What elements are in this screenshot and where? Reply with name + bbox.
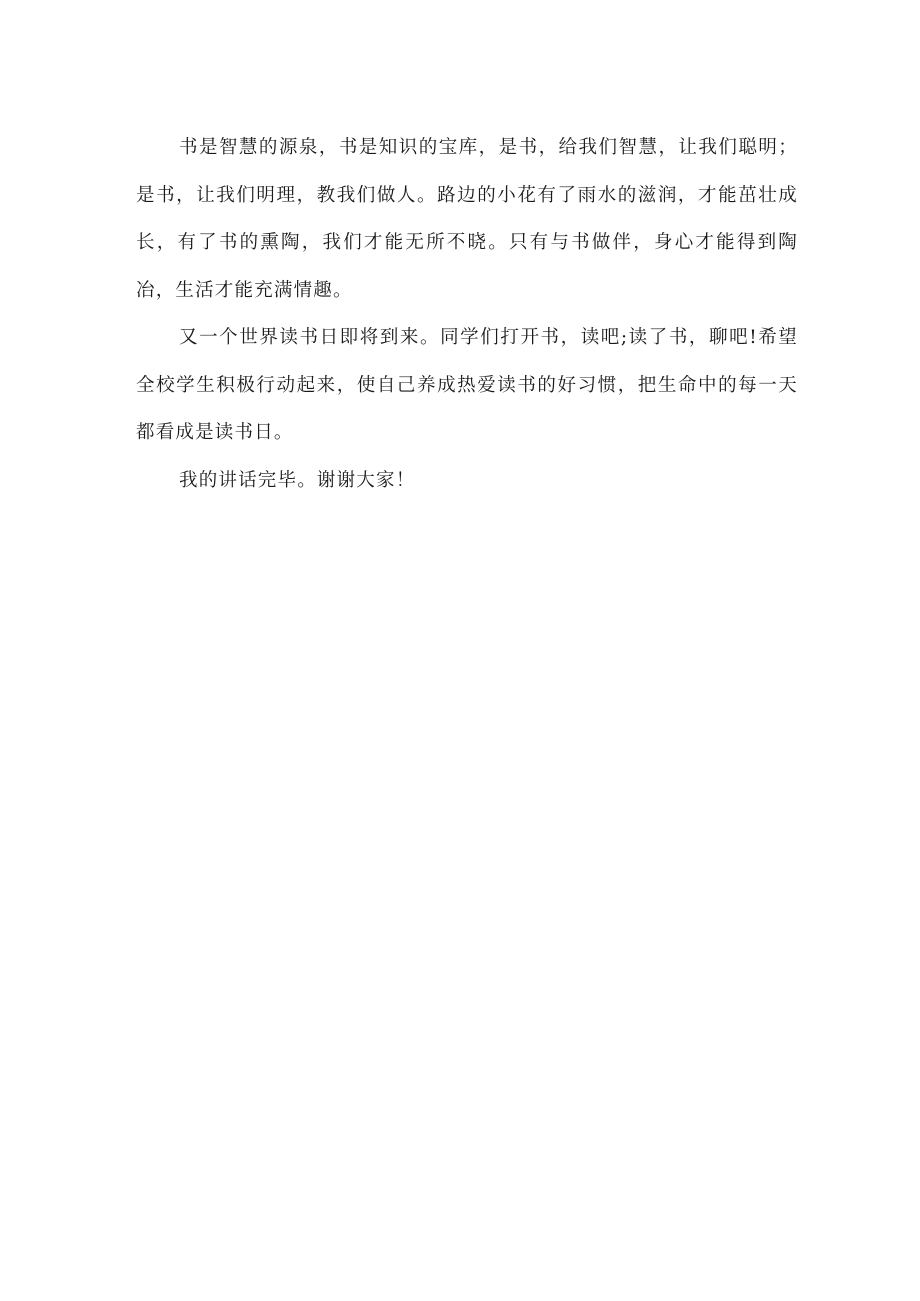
paragraph-3: 我的讲话完毕。谢谢大家！ <box>179 469 416 491</box>
paragraph-2: 又一个世界读书日即将到来。同学们打开书，读吧;读了书，聊吧!希望全校学生积极行动起来，使自己养成热爱读书的好习惯，把生命中的每一天都看成是读书日。 <box>136 327 798 443</box>
paragraph-1: 书是智慧的源泉，书是知识的宝库，是书，给我们智慧，让我们聪明；是书，让我们明理，教我们做人。路边的小花有了雨水的滋润，才能茁壮成长，有了书的熏陶，我们才能无所不晓。只有与书做伴，身心才能得到陶冶，生活才能充满情趣。 <box>136 137 798 301</box>
document-body <box>136 124 798 504</box>
